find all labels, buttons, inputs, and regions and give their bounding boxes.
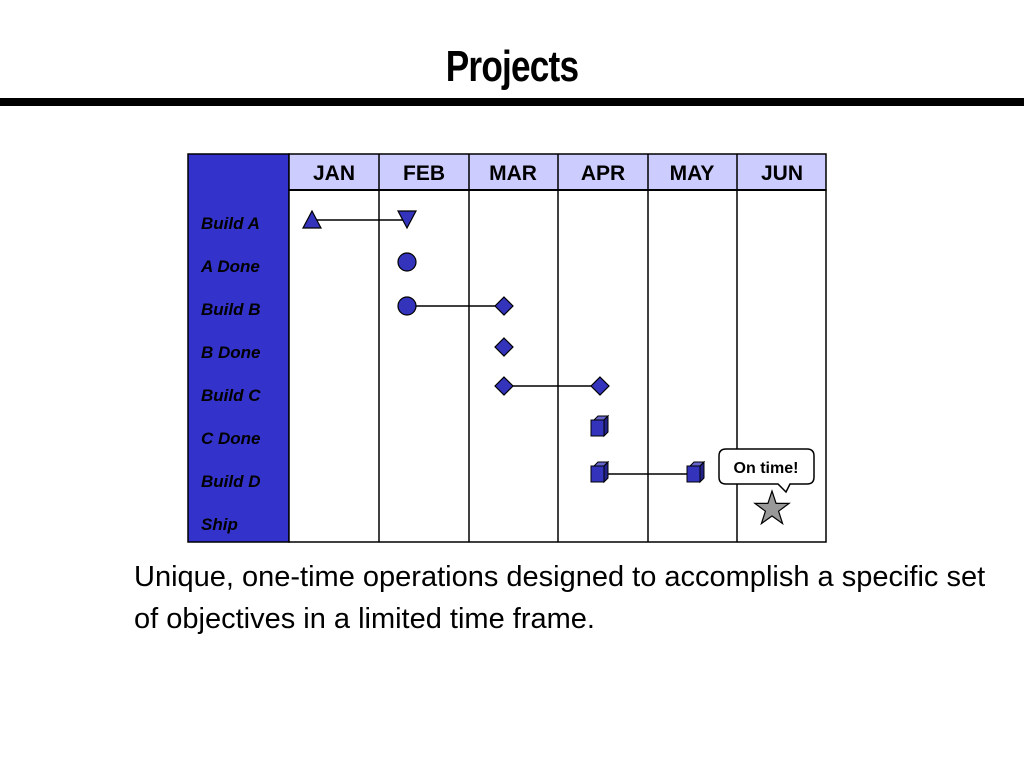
task-label-b-done: B Done [201,343,261,362]
month-label-jan: JAN [312,162,356,185]
task-label-c-done: C Done [201,429,261,448]
month-label-jun: JUN [760,162,804,185]
slide-description: Unique, one-time operations designed to accomplish a specific set of objectives in a limited time frame. [134,561,986,635]
slide-title: Projects [445,42,579,91]
month-label-mar: MAR [489,162,537,185]
month-label-may: MAY [669,162,715,185]
circle-marker-icon [398,253,416,271]
month-label-apr: APR [580,162,626,185]
task-label-build-c: Build C [201,386,261,405]
task-label-a-done: A Done [201,257,260,276]
task-label-ship: Ship [201,515,238,534]
circle-marker-icon [398,297,416,315]
month-label-feb: FEB [403,162,445,185]
task-label-build-a: Build A [201,214,260,233]
task-label-build-d: Build D [201,472,261,491]
callout-text: On time! [733,460,799,477]
task-label-build-b: Build B [201,300,261,319]
